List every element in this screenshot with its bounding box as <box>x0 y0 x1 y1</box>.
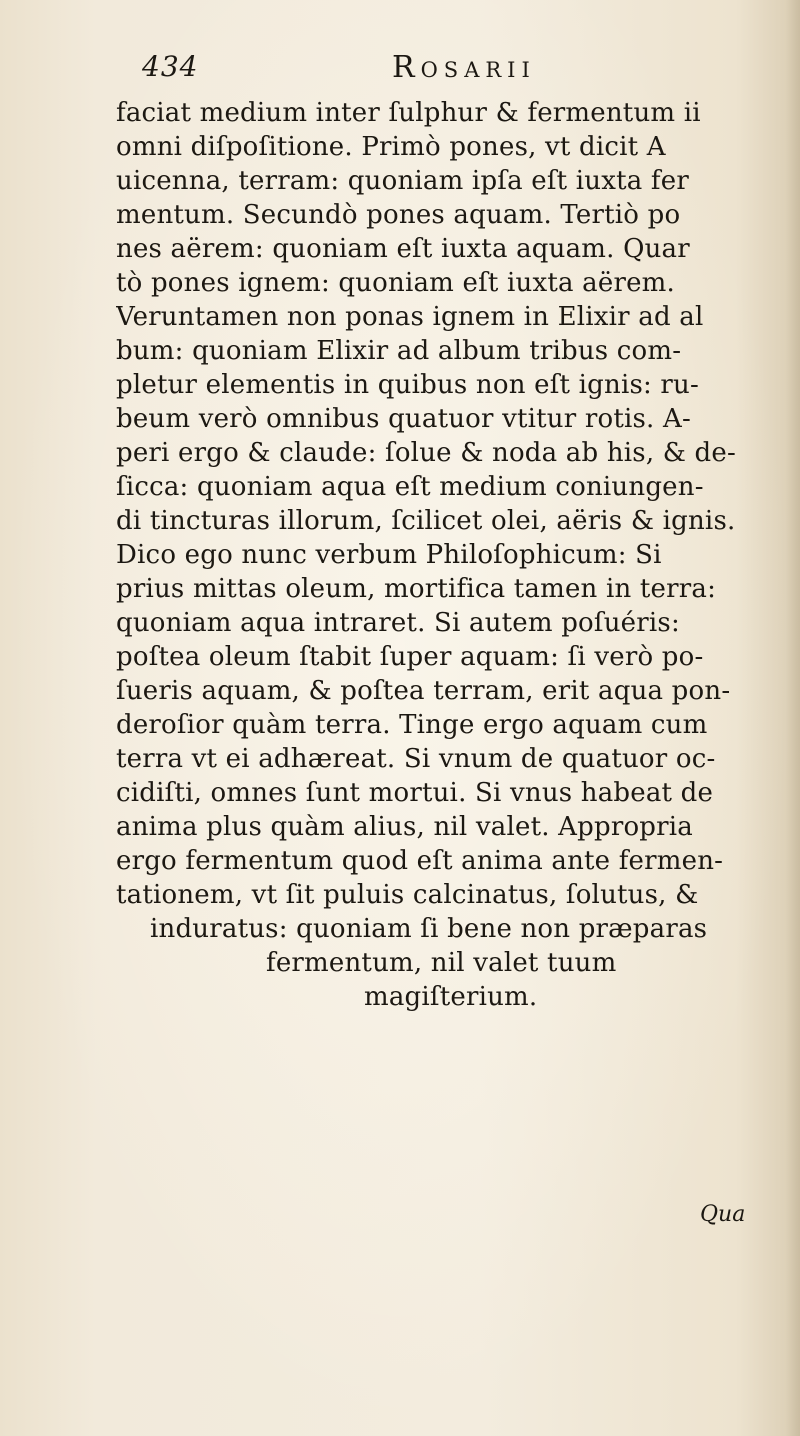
body-text <box>116 96 796 1014</box>
text-line: Dico ego nunc verbum Philoſophicum: Si <box>116 540 662 570</box>
catchword: Qua <box>700 1202 746 1227</box>
text-line: cidiſti, omnes ſunt mortui. Si vnus habeat de <box>116 778 714 808</box>
running-head: Rosarii <box>392 50 536 85</box>
text-line: tò pones ignem: quoniam eſt iuxta aërem. <box>116 268 675 298</box>
text-line: poſtea oleum ſtabit ſuper aquam: ſi verò po- <box>116 642 704 672</box>
text-line: deroſior quàm terra. Tinge ergo aquam cum <box>116 710 708 740</box>
text-line: tationem, vt ſit puluis calcinatus, ſolutus, & <box>116 880 699 910</box>
text-line: peri ergo & claude: ſolue & noda ab his, & de- <box>116 438 736 468</box>
text-line: faciat medium inter ſulphur & fermentum ii <box>116 98 701 128</box>
text-line: pletur elementis in quibus non eſt ignis: ru- <box>116 370 699 400</box>
text-line: quoniam aqua intraret. Si autem poſuéris: <box>116 608 680 638</box>
text-line: omni diſpoſitione. Primò pones, vt dicit A <box>116 132 666 162</box>
text-line: anima plus quàm alius, nil valet. Appropria <box>116 812 693 842</box>
text-line: di tincturas illorum, ſcilicet olei, aëris & ignis. <box>116 506 736 536</box>
text-line: ergo fermentum quod eſt anima ante fermen- <box>116 846 724 876</box>
text-line: ſicca: quoniam aqua eſt medium coniungen- <box>116 472 704 502</box>
text-line: uicenna, terram: quoniam ipſa eſt iuxta fer <box>116 166 689 196</box>
text-line: terra vt ei adhæreat. Si vnum de quatuor oc- <box>116 744 716 774</box>
text-line: mentum. Secundò pones aquam. Tertiò po <box>116 200 681 230</box>
text-line: induratus: quoniam ſi bene non præparas <box>150 914 708 944</box>
text-line: Veruntamen non ponas ignem in Elixir ad al <box>116 302 704 332</box>
text-line: ſueris aquam, & poſtea terram, erit aqua pon- <box>116 676 731 706</box>
text-line: prius mittas oleum, mortifica tamen in terra: <box>116 574 717 604</box>
text-line: nes aërem: quoniam eſt iuxta aquam. Quar <box>116 234 690 264</box>
text-line: beum verò omnibus quatuor vtitur rotis. A- <box>116 404 691 434</box>
text-line: magiſterium. <box>364 982 538 1012</box>
text-line: fermentum, nil valet tuum <box>266 948 617 978</box>
text-line: bum: quoniam Elixir ad album tribus com- <box>116 336 682 366</box>
page-number: 434 <box>142 50 199 83</box>
page-header <box>142 50 662 90</box>
